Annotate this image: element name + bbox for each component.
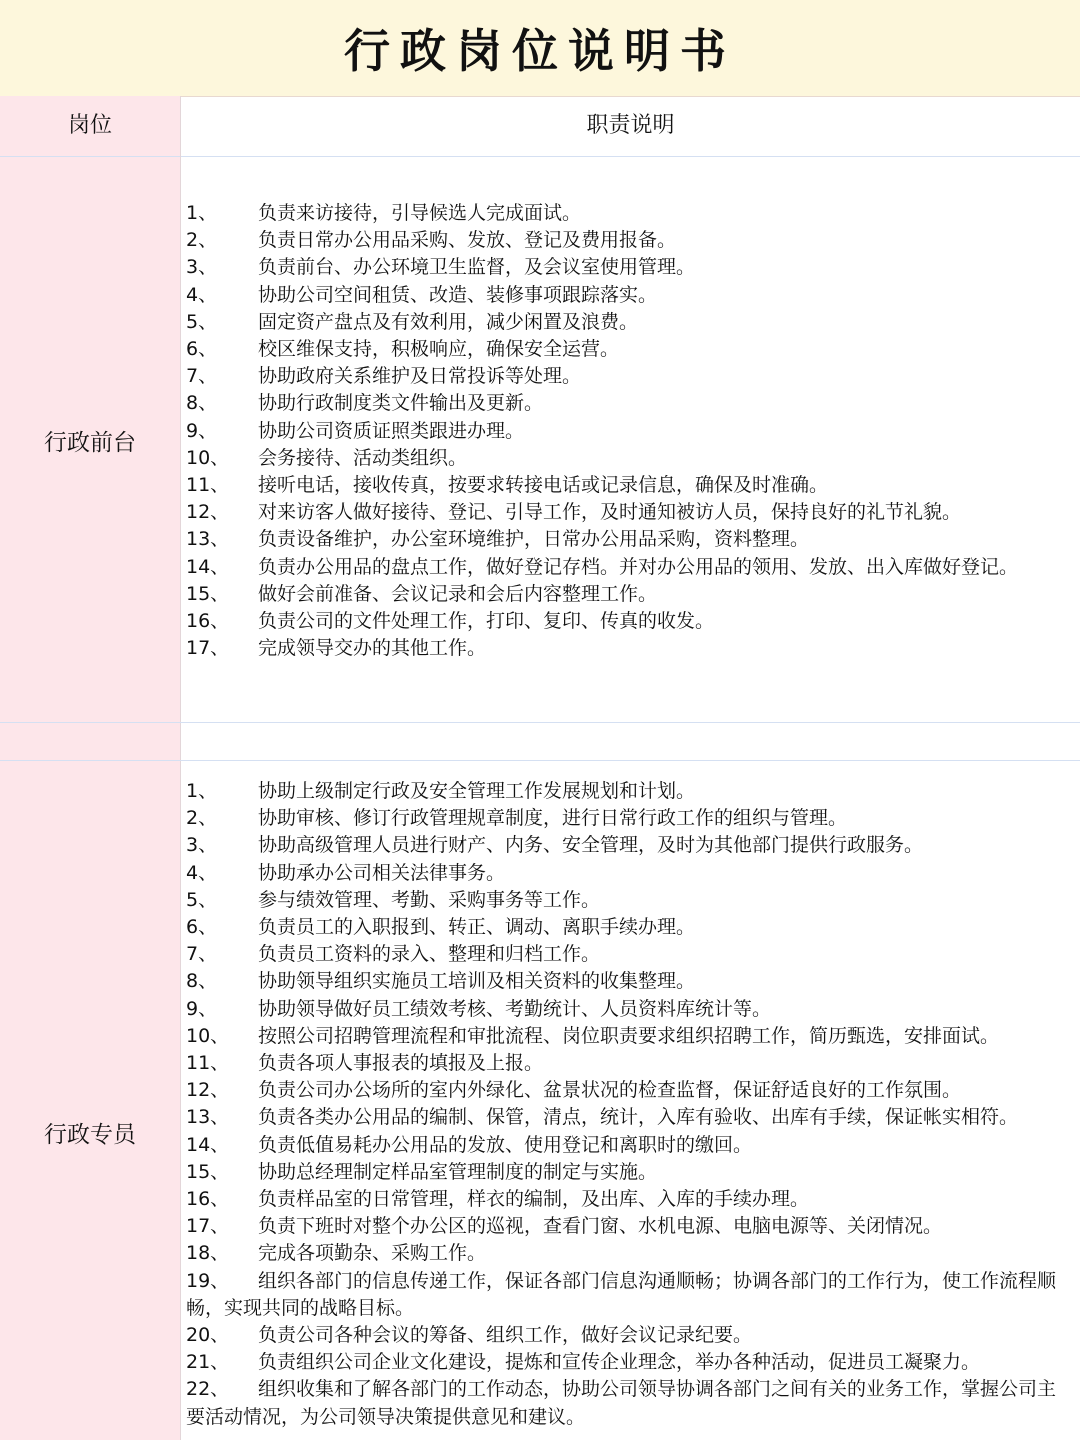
duty-number: 12、	[186, 501, 230, 524]
duty-text: 负责员工的入职报到、转正、调动、离职手续办理。	[258, 916, 696, 939]
duty-item	[186, 1213, 1070, 1240]
duty-text: 接听电话，接收传真，按要求转接电话或记录信息，确保及时准确。	[258, 474, 829, 497]
duty-number: 7、	[186, 943, 218, 966]
duty-text: 负责公司的文件处理工作，打印、复印、传真的收发。	[258, 610, 715, 633]
duty-item	[186, 1240, 1070, 1267]
duty-number: 4、	[186, 283, 218, 306]
duty-text: 会务接待、活动类组织。	[258, 446, 468, 469]
duty-item	[186, 363, 1070, 390]
row-divider	[0, 760, 1080, 761]
duty-number: 2、	[186, 229, 218, 252]
duty-number: 1、	[186, 780, 218, 802]
position-column	[0, 96, 181, 1440]
duty-item	[186, 1050, 1070, 1077]
duty-number: 3、	[186, 834, 218, 857]
duty-number: 21、	[186, 1351, 230, 1374]
duty-item	[186, 418, 1070, 445]
duty-text: 协助高级管理人员进行财产、内务、安全管理，及时为其他部门提供行政服务。	[258, 834, 924, 857]
duty-text: 负责低值易耗办公用品的发放、使用登记和离职时的缴回。	[258, 1133, 753, 1156]
header-position: 岗位	[0, 96, 180, 157]
duty-item	[186, 608, 1070, 635]
duty-text: 校区维保支持，积极响应，确保安全运营。	[258, 338, 620, 361]
duty-item	[186, 1268, 1070, 1322]
duty-number: 8、	[186, 392, 218, 415]
duty-item	[186, 200, 1070, 227]
duty-list-specialist	[186, 778, 1070, 1431]
duty-number: 13、	[186, 1106, 230, 1129]
duty-text: 协助总经理制定样品室管理制度的制定与实施。	[258, 1160, 658, 1183]
duty-item	[186, 996, 1070, 1023]
duty-number: 8、	[186, 970, 218, 993]
duty-item	[186, 1322, 1070, 1349]
duty-item	[186, 1349, 1070, 1376]
duty-text: 负责员工资料的录入、整理和归档工作。	[258, 943, 601, 966]
duty-text: 固定资产盘点及有效利用，减少闲置及浪费。	[258, 310, 639, 333]
duty-number: 16、	[186, 1188, 230, 1211]
duty-number: 11、	[186, 474, 230, 497]
duty-text: 完成各项勤杂、采购工作。	[258, 1242, 487, 1265]
duty-text: 对来访客人做好接待、登记、引导工作，及时通知被访人员，保持良好的礼节礼貌。	[258, 501, 962, 524]
duty-text: 协助公司资质证照类跟进办理。	[258, 419, 525, 442]
duty-number: 5、	[186, 310, 218, 333]
duty-number: 18、	[186, 1242, 230, 1265]
duty-item	[186, 554, 1070, 581]
duty-item	[186, 254, 1070, 281]
duty-item	[186, 227, 1070, 254]
duty-text: 负责各类办公用品的编制、保管，清点，统计，入库有验收、出库有手续，保证帐实相符。	[258, 1106, 1019, 1129]
duty-text: 负责来访接待，引导候选人完成面试。	[258, 202, 582, 224]
duty-number: 13、	[186, 528, 230, 551]
duty-text: 负责办公用品的盘点工作，做好登记存档。并对办公用品的领用、发放、出入库做好登记。	[258, 555, 1019, 578]
duty-item	[186, 968, 1070, 995]
duty-text: 完成领导交办的其他工作。	[258, 637, 487, 660]
title-bar	[0, 0, 1080, 97]
duty-number: 6、	[186, 338, 218, 361]
duty-number: 11、	[186, 1052, 230, 1075]
duty-number: 7、	[186, 365, 218, 388]
duty-text: 组织收集和了解各部门的工作动态，协助公司领导协调各部门之间有关的业务工作，掌握公司主要活动情况，为公司领导决策提供意见和建议。	[186, 1378, 1057, 1428]
duty-item	[186, 499, 1070, 526]
duty-number: 17、	[186, 1215, 230, 1238]
duty-number: 10、	[186, 1024, 230, 1047]
duty-text: 协助承办公司相关法律事务。	[258, 861, 506, 884]
duty-text: 负责设备维护，办公室环境维护，日常办公用品采购，资料整理。	[258, 528, 810, 551]
row-divider	[0, 722, 1080, 723]
duty-text: 负责日常办公用品采购、发放、登记及费用报备。	[258, 229, 677, 252]
duty-text: 协助政府关系维护及日常投诉等处理。	[258, 365, 582, 388]
duty-text: 负责下班时对整个办公区的巡视，查看门窗、水机电源、电脑电源等、关闭情况。	[258, 1215, 943, 1238]
duty-item	[186, 887, 1070, 914]
duty-item	[186, 309, 1070, 336]
duty-number: 4、	[186, 861, 218, 884]
duty-number: 3、	[186, 256, 218, 279]
duty-item	[186, 1077, 1070, 1104]
duty-number: 5、	[186, 888, 218, 911]
duty-text: 做好会前准备、会议记录和会后内容整理工作。	[258, 582, 658, 605]
duty-number: 15、	[186, 582, 230, 605]
duty-number: 20、	[186, 1324, 230, 1347]
duty-number: 2、	[186, 807, 218, 830]
duty-item	[186, 1159, 1070, 1186]
duty-item	[186, 860, 1070, 887]
duty-text: 协助领导做好员工绩效考核、考勤统计、人员资料库统计等。	[258, 997, 772, 1020]
duty-item	[186, 445, 1070, 472]
header-duties: 职责说明	[181, 96, 1080, 157]
duty-text: 协助领导组织实施员工培训及相关资料的收集整理。	[258, 970, 696, 993]
duty-number: 19、	[186, 1269, 230, 1292]
duty-number: 9、	[186, 997, 218, 1020]
duty-text: 协助审核、修订行政管理规章制度，进行日常行政工作的组织与管理。	[258, 807, 848, 830]
duty-item	[186, 1023, 1070, 1050]
duty-item	[186, 390, 1070, 417]
duty-text: 协助公司空间租赁、改造、装修事项跟踪落实。	[258, 283, 658, 306]
duty-text: 参与绩效管理、考勤、采购事务等工作。	[258, 888, 601, 911]
duty-item	[186, 1132, 1070, 1159]
duty-item	[186, 1186, 1070, 1213]
duty-text: 负责组织公司企业文化建设，提炼和宣传企业理念，举办各种活动，促进员工凝聚力。	[258, 1351, 981, 1374]
duty-item	[186, 914, 1070, 941]
duty-item	[186, 472, 1070, 499]
duty-text: 按照公司招聘管理流程和审批流程、岗位职责要求组织招聘工作，简历甄选，安排面试。	[258, 1024, 1000, 1047]
duty-number: 17、	[186, 637, 230, 660]
page-title: 行政岗位说明书	[344, 24, 736, 78]
duty-number: 9、	[186, 419, 218, 442]
duty-text: 负责样品室的日常管理，样衣的编制，及出库、入库的手续办理。	[258, 1188, 810, 1211]
duty-number: 12、	[186, 1079, 230, 1102]
duty-item	[186, 1376, 1070, 1430]
duty-list-front-desk	[186, 200, 1070, 662]
duty-text: 协助行政制度类文件输出及更新。	[258, 392, 544, 415]
duty-item	[186, 778, 1070, 805]
duty-item	[186, 635, 1070, 662]
duty-number: 1、	[186, 202, 218, 224]
duty-item	[186, 1104, 1070, 1131]
duty-item	[186, 581, 1070, 608]
duty-number: 14、	[186, 1133, 230, 1156]
duty-item	[186, 941, 1070, 968]
duty-item	[186, 805, 1070, 832]
duty-text: 协助上级制定行政及安全管理工作发展规划和计划。	[258, 780, 696, 802]
duty-number: 16、	[186, 610, 230, 633]
duty-item	[186, 526, 1070, 553]
duty-number: 22、	[186, 1378, 230, 1401]
role-name-front-desk: 行政前台	[44, 430, 136, 456]
duty-item	[186, 832, 1070, 859]
duty-text: 负责前台、办公环境卫生监督，及会议室使用管理。	[258, 256, 696, 279]
duty-item	[186, 336, 1070, 363]
role-name-specialist: 行政专员	[44, 1122, 136, 1148]
duty-text: 负责公司各种会议的筹备、组织工作，做好会议记录纪要。	[258, 1324, 753, 1347]
duty-number: 10、	[186, 446, 230, 469]
duty-number: 15、	[186, 1160, 230, 1183]
duty-text: 负责各项人事报表的填报及上报。	[258, 1052, 544, 1075]
duty-item	[186, 282, 1070, 309]
duty-number: 6、	[186, 916, 218, 939]
duty-text: 负责公司办公场所的室内外绿化、盆景状况的检查监督，保证舒适良好的工作氛围。	[258, 1079, 962, 1102]
duty-text: 组织各部门的信息传递工作，保证各部门信息沟通顺畅；协调各部门的工作行为，使工作流程顺畅，实现共同的战略目标。	[186, 1269, 1057, 1319]
duty-number: 14、	[186, 555, 230, 578]
